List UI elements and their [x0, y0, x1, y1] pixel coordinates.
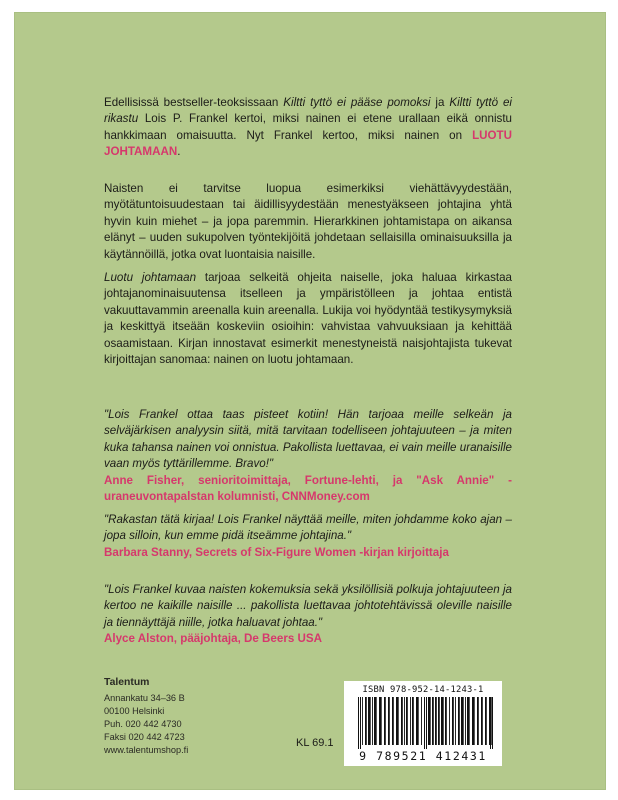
- body-paragraph-2: Naisten ei tarvitse luopua esimerkiksi viehättävyydestään, myötätuntoisuudestaan tai äidillisyydestään menestyäkseen johtajina yhtä hyvin kuin miehet – ja jopa paremmin. Hierarkkinen johtamistapa on aikansa elänyt – uuden sukupolven työntekijöitä johdetaan sellaisilla ominaisuuksilla ja käytännöillä, jotka ovat luontaisia naisille.: [104, 182, 512, 261]
- publisher-website: www.talentumshop.fi: [104, 745, 189, 755]
- quote-attribution: Barbara Stanny, Secrets of Six-Figure Women -kirjan kirjoittaja: [104, 545, 449, 559]
- quote-text: "Rakastan tätä kirjaa! Lois Frankel näyttää meille, miten johdamme koko ajan – jopa silloin, kun emme pidä itseämme johtajina.": [104, 513, 512, 543]
- quote-text: "Lois Frankel kuvaa naisten kokemuksia sekä yksilöllisiä polkuja johtajuuteen ja kertoo ne kaikille naisille ... pakollista luettavaa johtotehtävissä oleville naisille ja tiennäyttäjä niille, jotka haluavat johtaa.": [104, 583, 512, 629]
- publisher-phone: Puh. 020 442 4730: [104, 719, 182, 729]
- highlight-title: LUOTU JOHTAMAAN: [104, 128, 512, 159]
- intro-paragraph: Edellisissä bestseller-teoksissaan Kiltti tyttö ei pääse pomoksi ja Kiltti tyttö ei rikastu Lois P. Frankel kertoi, miksi nainen ei etene urallaan eikä onnistu hankkimaan omaisuutta. Nyt Frankel kertoo, miksi nainen on LUOTU JOHTAMAAN.: [104, 96, 513, 159]
- book-title-2: Kiltti tyttö ei rikastu: [104, 96, 513, 126]
- quote-block-3: [104, 582, 512, 648]
- quote-attribution: Alyce Alston, pääjohtaja, De Beers USA: [104, 632, 322, 646]
- publisher-address: Annankatu 34–36 B: [104, 693, 185, 703]
- publisher-city: 00100 Helsinki: [104, 706, 165, 716]
- publisher-info: [104, 676, 188, 757]
- book-title-1: Kiltti tyttö ei pääse pomoksi: [283, 96, 431, 109]
- library-classification: KL 69.1: [296, 737, 334, 749]
- book-title-3: Luotu johtamaan: [104, 271, 197, 284]
- publisher-fax: Faksi 020 442 4723: [104, 732, 185, 742]
- isbn-barcode: [344, 681, 502, 766]
- quote-text: "Lois Frankel ottaa taas pisteet kotiin! Hän tarjoaa meille selkeän ja selväjärkisen analyysin siitä, mitä tarvitaan todelliseen johtajuuteen – ja miten kuka tahansa nainen voi onnistua. Pakollista luettavaa, ei vain meille uranaisille vaan myös tyttärillemme. Bravo!": [104, 408, 512, 471]
- quote-attribution: Anne Fisher, senioritoimittaja, Fortune-lehti, ja "Ask Annie" -uraneuvontapalstan kolumnisti, CNNMoney.com: [104, 473, 512, 504]
- quote-block-1: [104, 407, 512, 505]
- isbn-label: ISBN 978-952-14-1243-1: [362, 685, 484, 695]
- publisher-name: Talentum: [104, 677, 150, 688]
- quote-block-2: [104, 512, 512, 561]
- ean-number: 9 789521 412431: [359, 749, 487, 763]
- body-paragraph-3: Luotu johtamaan tarjoaa selkeitä ohjeita naiselle, joka haluaa kirkastaa johtajanominaisuutensa itselleen ja ympäristölleen ja johtaa entistä vakuuttavammin areenalla kuin areenalla. Lukija voi hyödyntää testikysymyksiä ja keskittyä itseään koskeviin osioihin: vahvistaa vahvuuksiaan ja kehittää osaamistaan. Kirjan innostavat esimerkit menestyneistä naisjohtajista tukevat kirjoittajan sanomaa: nainen on luotu johtamaan.: [104, 271, 512, 367]
- barcode-bars-icon: [356, 697, 496, 749]
